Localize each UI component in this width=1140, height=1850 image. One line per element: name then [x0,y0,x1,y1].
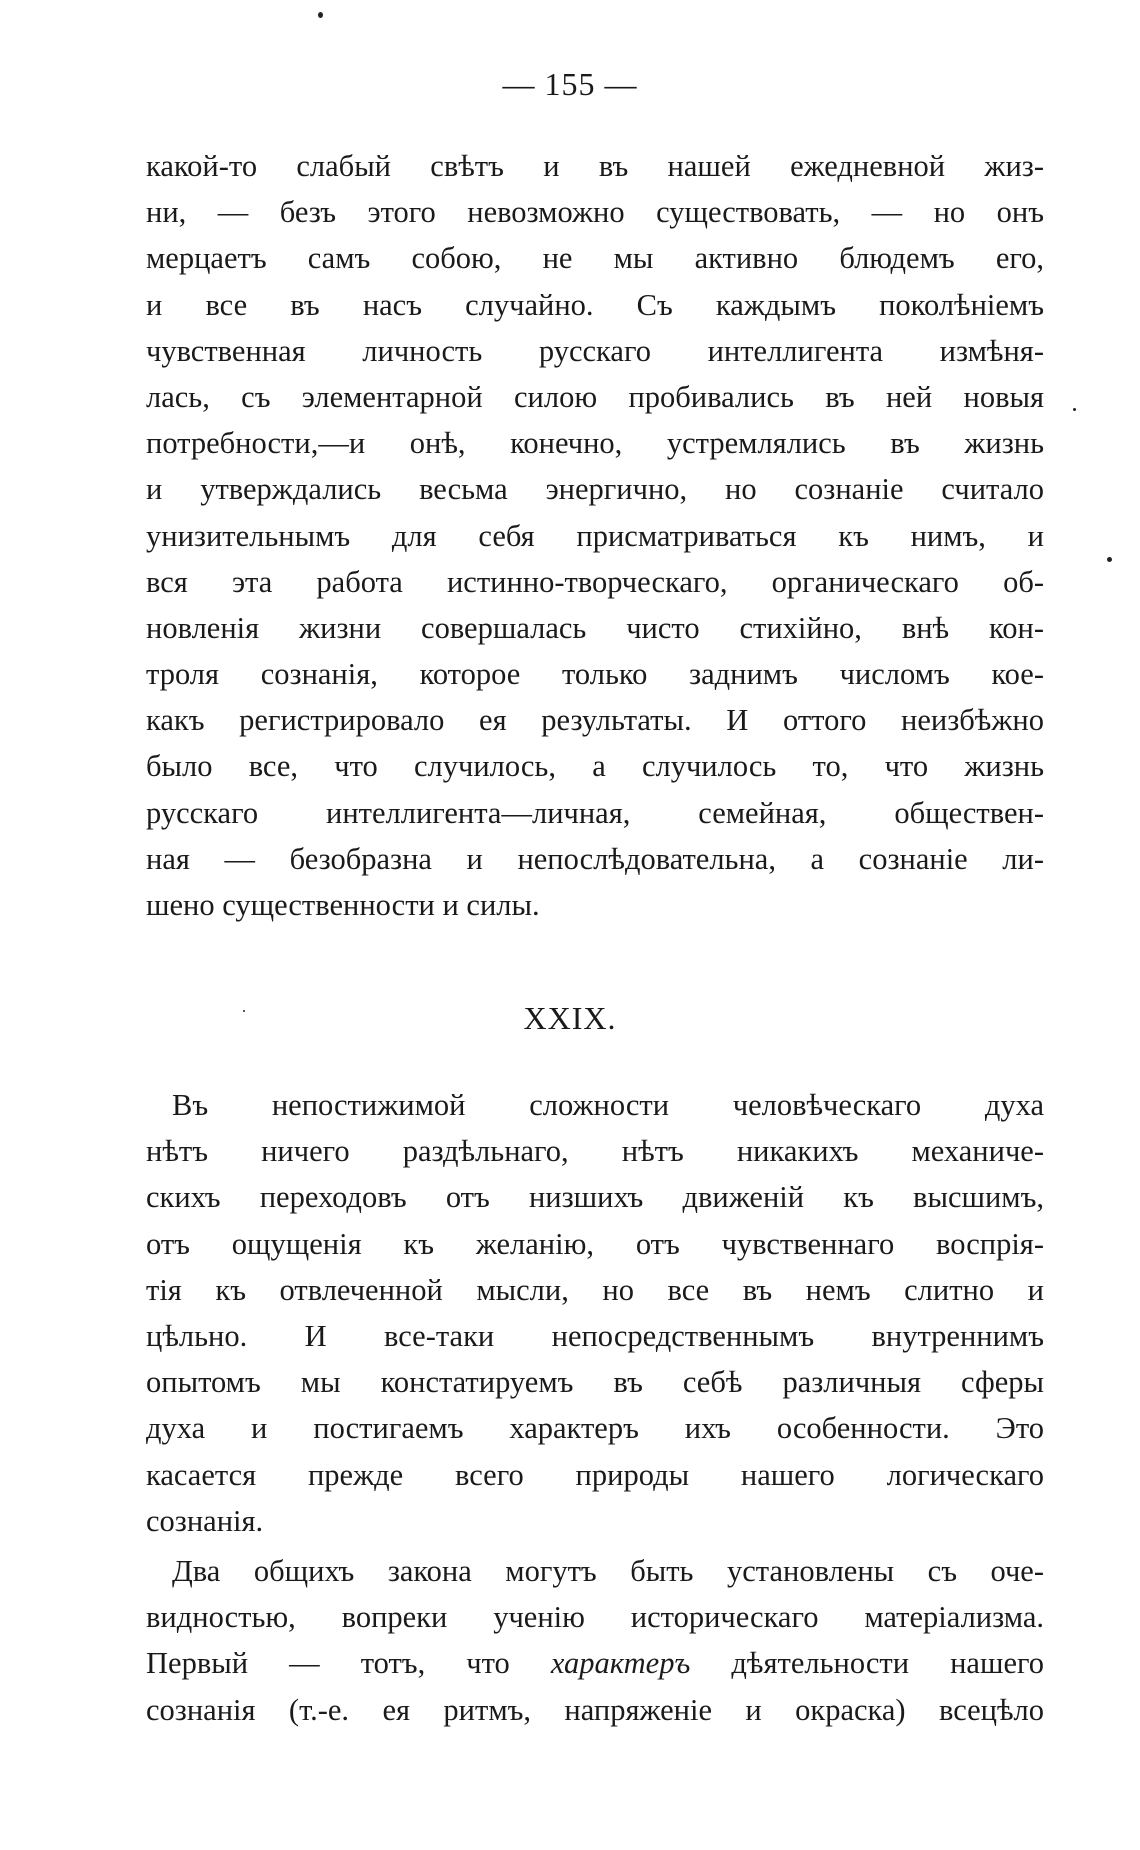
paragraph-1 [146,143,1044,928]
text-line: отъ ощущенія къ желанію, отъ чувственнаго воспрія- [146,1226,1044,1261]
text-fragment: Первый — тотъ, что [146,1646,551,1681]
text-line: и утверждались весьма энергично, но сознаніе считало [146,472,1044,507]
page-number: — 155 — [502,66,638,102]
text-line-with-emphasis [146,1640,1044,1686]
text-line: мерцаетъ самъ собою, не мы активно блюдемъ его, [146,241,1044,276]
section-heading: XXIX. [523,1000,617,1036]
text-line: опытомъ мы констатируемъ въ себѣ различныя сферы [146,1365,1044,1400]
text-line: русскаго интеллигента—личная, семейная, обществен- [146,795,1044,830]
text-line: какъ регистрировало ея результаты. И оттого неизбѣжно [146,703,1044,738]
text-line: и все въ насъ случайно. Съ каждымъ поколѣніемъ [146,287,1044,322]
text-line: Въ непостижимой сложности человѣческаго духа [172,1088,1044,1122]
text-line: унизительнымъ для себя присматриваться къ нимъ, и [146,518,1044,553]
print-speck [1107,557,1112,562]
text-line: Два общихъ закона могутъ быть установлены съ оче- [172,1554,1044,1588]
text-line: скихъ переходовъ отъ низшихъ движеній къ высшимъ, [146,1180,1044,1215]
text-line: видностью, вопреки ученію историческаго матеріализма. [146,1600,1044,1635]
text-line: новленія жизни совершалась чисто стихійно, внѣ кон- [146,610,1044,645]
text-line: тія къ отвлеченной мысли, но все въ немъ слитно и [146,1272,1044,1307]
text-line: троля сознанія, которое только заднимъ числомъ кое- [146,657,1044,692]
text-line: касается прежде всего природы нашего логическаго [146,1457,1044,1492]
text-line: ная — безобразна и непослѣдовательна, а сознаніе ли- [146,841,1044,876]
text-fragment: дѣятельности нашего [690,1646,1044,1681]
paragraph-2 [146,1082,1044,1544]
text-line: ни, — безъ этого невозможно существовать, — но онъ [146,195,1044,230]
text-line: вся эта работа истинно-творческаго, органическаго об- [146,564,1044,599]
text-line: нѣтъ ничего раздѣльнаго, нѣтъ никакихъ механиче- [146,1134,1044,1169]
paragraph-3 [146,1548,1044,1733]
text-line: шено существенности и силы. [146,888,540,922]
text-line: лась, съ элементарной силою пробивались въ ней новыя [146,379,1044,414]
print-speck [1073,408,1076,411]
text-line: какой-то слабый свѣтъ и въ нашей ежедневной жиз- [146,149,1044,183]
text-line: было все, что случилось, а случилось то, что жизнь [146,749,1044,784]
emphasized-word: характеръ [550,1646,691,1681]
text-line: сознанія (т.-е. ея ритмъ, напряженіе и окраска) всецѣло [146,1692,1044,1727]
text-line: духа и постигаемъ характеръ ихъ особенности. Это [146,1411,1044,1446]
text-line: чувственная личность русскаго интеллигента измѣня- [146,333,1044,368]
print-speck [318,12,323,18]
text-line: сознанія. [146,1503,264,1538]
text-line: цѣльно. И все-таки непосредственнымъ внутреннимъ [146,1318,1044,1353]
text-line: потребности,—и онѣ, конечно, устремлялись въ жизнь [146,426,1044,461]
